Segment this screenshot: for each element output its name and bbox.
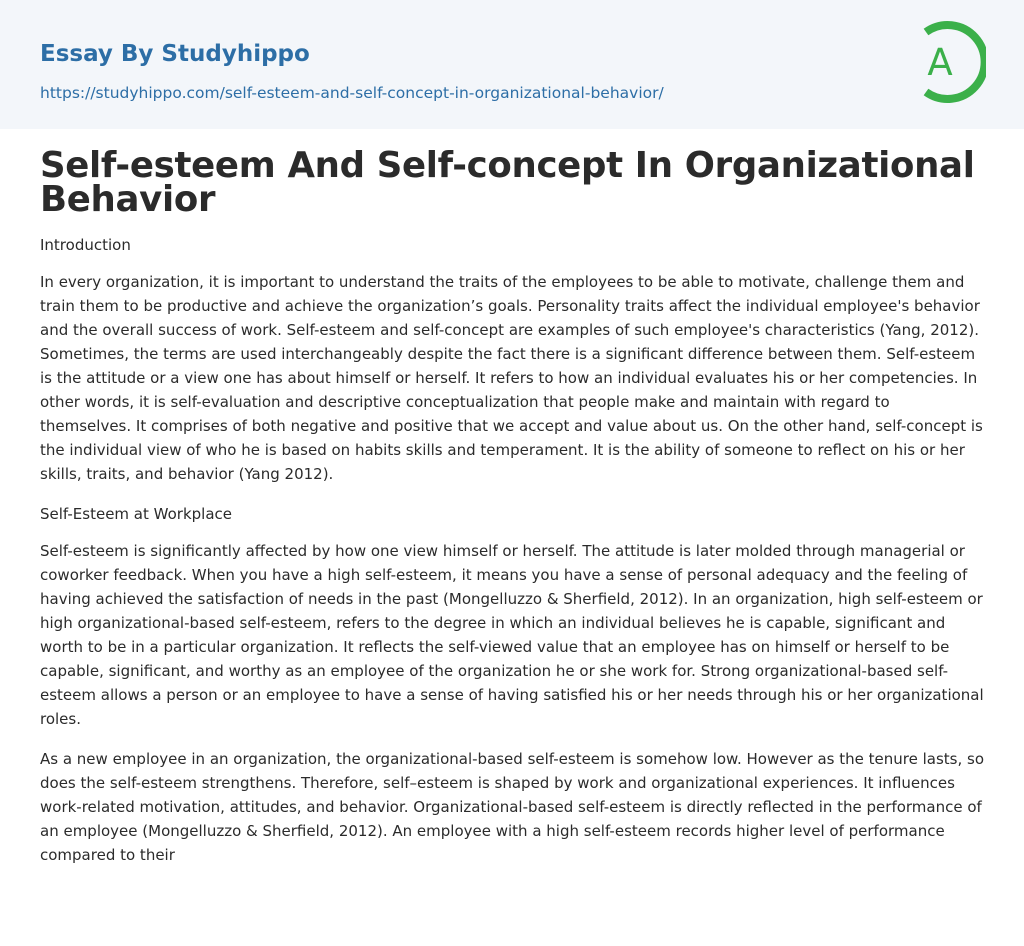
essay-url-link[interactable]: https://studyhippo.com/self-esteem-and-self-concept-in-organizational-behavior/ (40, 84, 664, 102)
section-heading-self-esteem-at-workplace: Self-Esteem at Workplace (40, 505, 232, 523)
site-header (0, 0, 1024, 129)
page-title: Self-esteem And Self-concept In Organizational Behavior (40, 145, 975, 220)
section-heading-introduction: Introduction (40, 236, 131, 254)
paragraph: As a new employee in an organization, the organizational-based self-esteem is somehow low. However as the tenure lasts, so does the self-esteem strengthens. Therefore, self–esteem is shaped by work and organizational experiences. It influences work-related motivation, attitudes, and behavior. Organizational-based self-esteem is directly reflected in the performance of an employee (Mongelluzzo & Sherfield, 2012). An employee with a high self-esteem records higher level of performance compared to their (40, 750, 984, 864)
paragraph: In every organization, it is important to understand the traits of the employees to be able to motivate, challenge them and train them to be productive and achieve the organization’s goals. Personality traits affect the individual employee's behavior and the overall success of work. Self-esteem and self-concept are examples of such employee's characteristics (Yang, 2012). Sometimes, the terms are used interchangeably despite the fact there is a significant difference between them. Self-esteem is the attitude or a view one has about himself or herself. It refers to how an individual evaluates his or her competencies. In other words, it is self-evaluation and descriptive conceptualization that people make and maintain with regard to themselves. It comprises of both negative and positive that we accept and value about us. On the other hand, self-concept is the individual view of who he is based on habits skills and temperament. It is the ability of someone to reflect on his or her skills, traits, and behavior (Yang 2012). (40, 273, 983, 483)
site-brand[interactable]: Essay By Studyhippo (40, 41, 310, 67)
paragraph: Self-esteem is significantly affected by how one view himself or herself. The attitude is later molded through managerial or coworker feedback. When you have a high self-esteem, it means you have a sense of personal adequacy and the feeling of having achieved the satisfaction of needs in the past (Mongelluzzo & Sherfield, 2012). In an organization, high self-esteem or high organizational-based self-esteem, refers to the degree in which an individual believes he is capable, significant and worth to be in a particular organization. It reflects the self-viewed value that an employee has on himself or herself to be capable, significant, and worthy as an employee of the organization he or she work for. Strong organizational-based self-esteem allows a person or an employee to have a sense of having satisfied his or her needs through his or her organizational roles. (40, 542, 984, 728)
logo-letter: A (927, 41, 953, 84)
studyhippo-logo[interactable] (912, 18, 986, 106)
article-body (0, 129, 1024, 867)
